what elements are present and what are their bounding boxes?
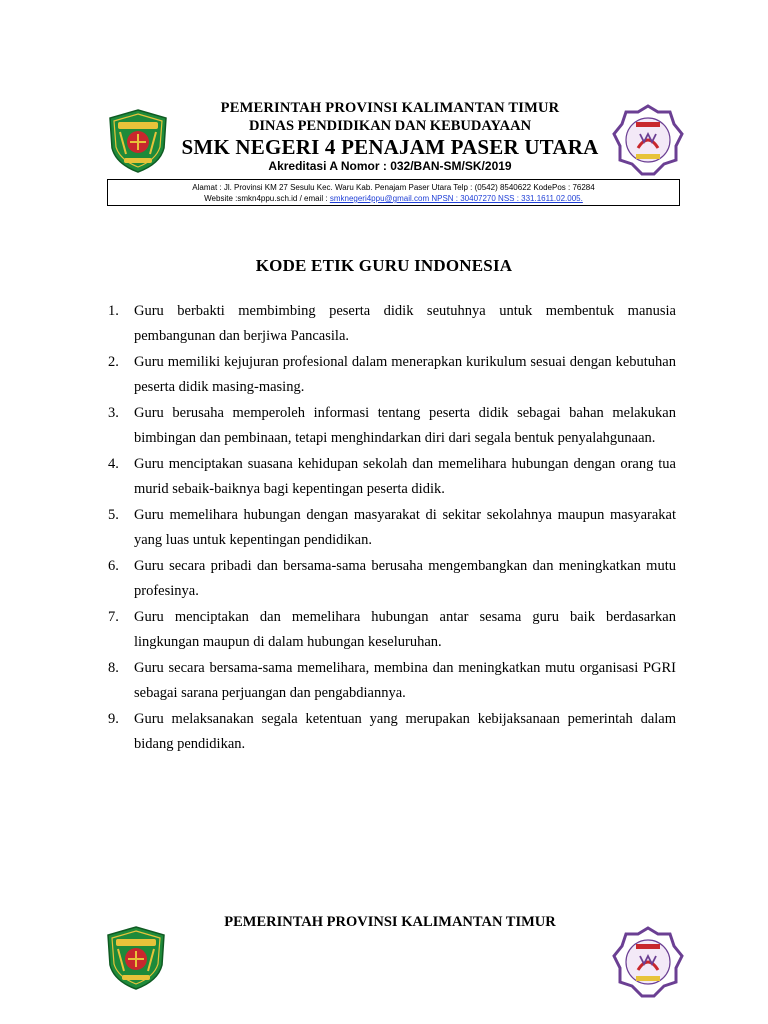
item-text: Guru melaksanakan segala ketentuan yang merupakan kebijaksanaan pemerintah dalam bidang pendidikan. bbox=[134, 711, 676, 752]
list-item bbox=[108, 503, 676, 553]
item-text: Guru menciptakan dan memelihara hubungan antar sesama guru baik berdasarkan lingkungan maupun di dalam hubungan keseluruhan. bbox=[134, 609, 676, 650]
item-text: Guru secara pribadi dan bersama-sama berusaha mengembangkan dan meningkatkan mutu profesinya. bbox=[134, 558, 676, 599]
item-number: 2. bbox=[108, 354, 119, 370]
list-item bbox=[108, 299, 676, 349]
address-line: Alamat : Jl. Provinsi KM 27 Sesulu Kec. Waru Kab. Penajam Paser Utara Telp : (0542) 8540622 KodePos : 76284 bbox=[192, 183, 595, 192]
item-number: 8. bbox=[108, 660, 119, 676]
school-logo-icon bbox=[612, 104, 684, 176]
item-text: Guru secara bersama-sama memelihara, membina dan meningkatkan mutu organisasi PGRI sebagai sarana perjuangan dan pengabdiannya. bbox=[134, 660, 676, 701]
header-government: PEMERINTAH PROVINSI KALIMANTAN TIMUR bbox=[220, 100, 560, 116]
item-text: Guru berusaha memperoleh informasi tentang peserta didik sebagai bahan melakukan bimbingan dan pembinaan, tetapi menghindarkan diri dari segala bentuk penyalahgunaan. bbox=[134, 405, 676, 446]
item-number: 9. bbox=[108, 711, 119, 727]
item-text: Guru memelihara hubungan dengan masyarakat di sekitar sekolahnya maupun masyarakat yang luas untuk kepentingan pendidikan. bbox=[134, 507, 676, 548]
code-of-ethics-list bbox=[108, 299, 676, 758]
list-item bbox=[108, 656, 676, 706]
list-item bbox=[108, 452, 676, 502]
item-text: Guru menciptakan suasana kehidupan sekolah dan memelihara hubungan dengan orang tua murid sebaik-baiknya bagi kepentingan peserta didik. bbox=[134, 456, 676, 497]
email-link[interactable]: smknegeri4ppu@gmail.com NPSN : 30407270 NSS : 331.1611.02.005. bbox=[329, 194, 583, 203]
footer-government: PEMERINTAH PROVINSI KALIMANTAN TIMUR bbox=[224, 914, 556, 930]
list-item bbox=[108, 401, 676, 451]
item-number: 1. bbox=[108, 303, 119, 319]
province-emblem-icon bbox=[104, 924, 168, 992]
school-logo-icon bbox=[612, 926, 684, 998]
address-box bbox=[107, 179, 680, 206]
header-department: DINAS PENDIDIKAN DAN KEBUDAYAAN bbox=[248, 118, 532, 134]
item-number: 5. bbox=[108, 507, 119, 523]
item-number: 4. bbox=[108, 456, 119, 472]
list-item bbox=[108, 707, 676, 757]
header-accreditation: Akreditasi A Nomor : 032/BAN-SM/SK/2019 bbox=[268, 159, 512, 173]
item-text: Guru memiliki kejujuran profesional dalam menerapkan kurikulum sesuai dengan kebutuhan peserta didik masing-masing. bbox=[134, 354, 676, 395]
next-page-letterhead bbox=[0, 900, 768, 1024]
header-school-name: SMK NEGERI 4 PENAJAM PASER UTARA bbox=[181, 135, 599, 159]
list-item bbox=[108, 605, 676, 655]
list-item bbox=[108, 350, 676, 400]
item-number: 6. bbox=[108, 558, 119, 574]
website-line bbox=[108, 193, 679, 204]
document-title: KODE ETIK GURU INDONESIA bbox=[255, 256, 513, 275]
item-text: Guru berbakti membimbing peserta didik seutuhnya untuk membentuk manusia pembangunan dan berjiwa Pancasila. bbox=[134, 303, 676, 344]
item-number: 3. bbox=[108, 405, 119, 421]
website-text: Website :smkn4ppu.sch.id / email : bbox=[204, 194, 330, 203]
list-item bbox=[108, 554, 676, 604]
item-number: 7. bbox=[108, 609, 119, 625]
